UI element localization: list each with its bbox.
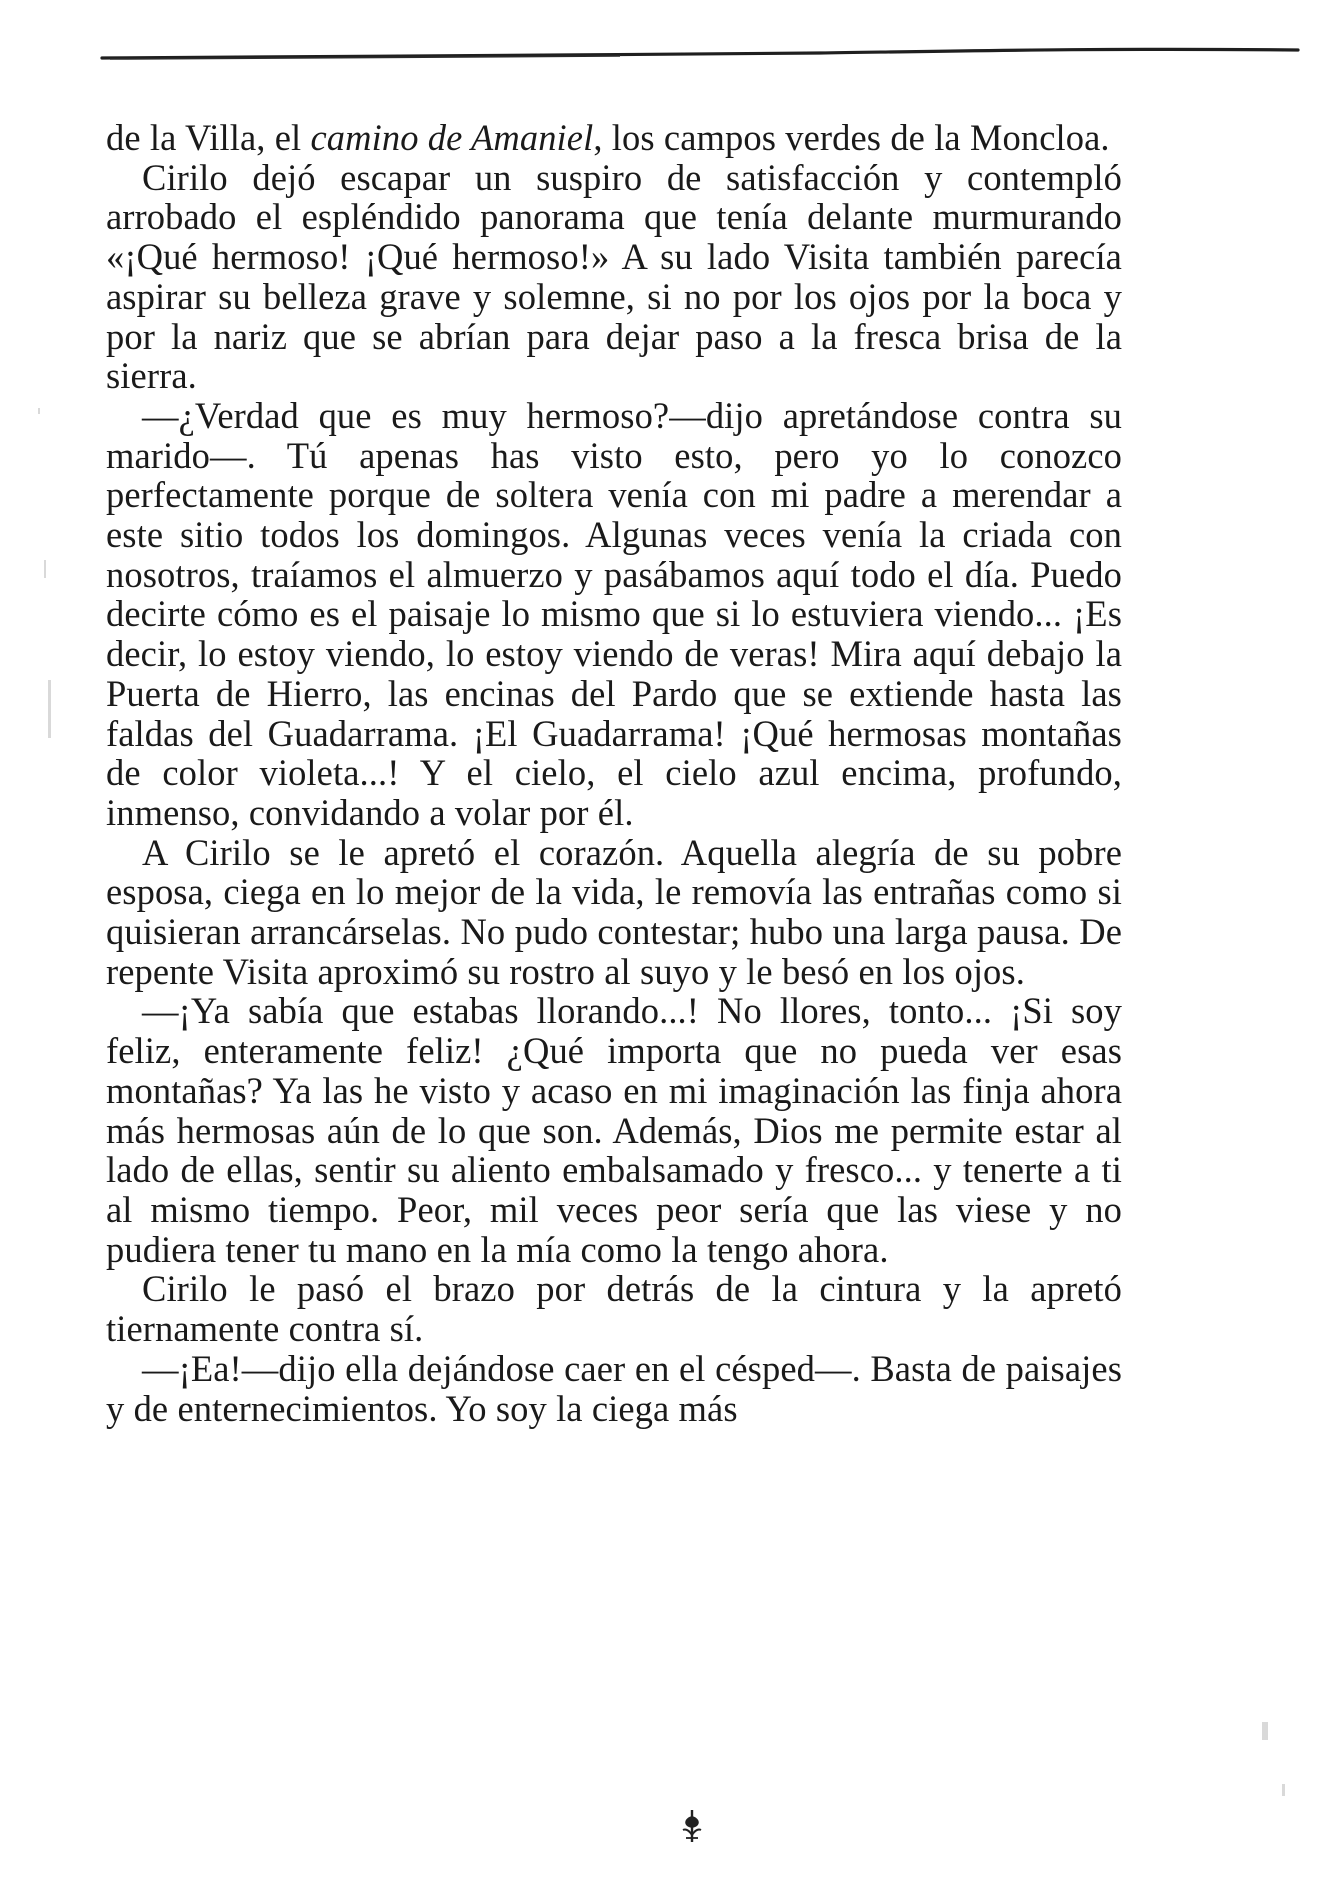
header-rule [100,44,1300,66]
text-run: , los campos verdes de la Moncloa. [593,117,1110,158]
body-text [106,118,1122,1428]
fleuron-icon [678,1808,706,1844]
paragraph [106,833,1122,992]
text-run: A Cirilo se le apretó el corazón. Aquella alegría de su pobre esposa, ciega en lo mejor de la vida, le removía las entrañas como si quisieran arrancárselas. No pudo contestar; hubo una larga pausa. De repente Visita aproximó su rostro al suyo y le besó en los ojos. [106,831,1122,992]
margin-speck [38,408,40,414]
paragraph [106,158,1122,396]
text-run: —¡Ea!—dijo ella dejándose caer en el césped—. Basta de paisajes y de enternecimientos. Yo soy la ciega más [106,1347,1122,1429]
margin-speck [48,680,51,738]
paragraph [106,396,1122,833]
paragraph [106,118,1122,158]
margin-speck [44,560,46,578]
margin-speck [1282,1784,1285,1796]
text-run: de la Villa, el [106,117,311,158]
text-run: —¿Verdad que es muy hermoso?—dijo apretándose contra su marido—. Tú apenas has visto esto, pero yo lo conozco perfectamente porque de soltera venía con mi padre a merendar a este sitio todos los domingos. Algunas veces venía la criada con nosotros, traíamos el almuerzo y pasábamos aquí todo el día. Puedo decirte cómo es el paisaje lo mismo que si lo estuviera viendo... ¡Es decir, lo estoy viendo, lo estoy viendo de veras! Mira aquí debajo la Puerta de Hierro, las encinas del Pardo que se extiende hasta las faldas del Guadarrama. ¡El Guadarrama! ¡Qué hermosas montañas de color violeta...! Y el cielo, el cielo azul encima, profundo, inmenso, convidando a volar por él. [106,394,1122,833]
text-run: Cirilo dejó escapar un suspiro de satisfacción y contempló arrobado el espléndido panorama que tenía delante murmurando «¡Qué hermoso! ¡Qué hermoso!» A su lado Visita también parecía aspirar su belleza grave y solemne, si no por los ojos por la boca y por la nariz que se abrían para dejar paso a la fresca brisa de la sierra. [106,156,1122,397]
text-run: —¡Ya sabía que estabas llorando...! No llores, tonto... ¡Si soy feliz, enteramente feliz! ¿Qué importa que no pueda ver esas montañas? Ya las he visto y acaso en mi imaginación las finja ahora más hermosas aún de lo que son. Además, Dios me permite estar al lado de ellas, sentir su aliento embalsamado y fresco... y tenerte a ti al mismo tiempo. Peor, mil veces peor sería que las viese y no pudiera tener tu mano en la mía como la tengo ahora. [106,990,1122,1270]
paragraph [106,1269,1122,1348]
text-run: Cirilo le pasó el brazo por detrás de la cintura y la apretó tiernamente contra sí. [106,1268,1122,1350]
margin-speck [1262,1722,1268,1740]
italic-text: camino de Amaniel [310,117,594,158]
paragraph [106,1349,1122,1428]
paragraph [106,991,1122,1269]
